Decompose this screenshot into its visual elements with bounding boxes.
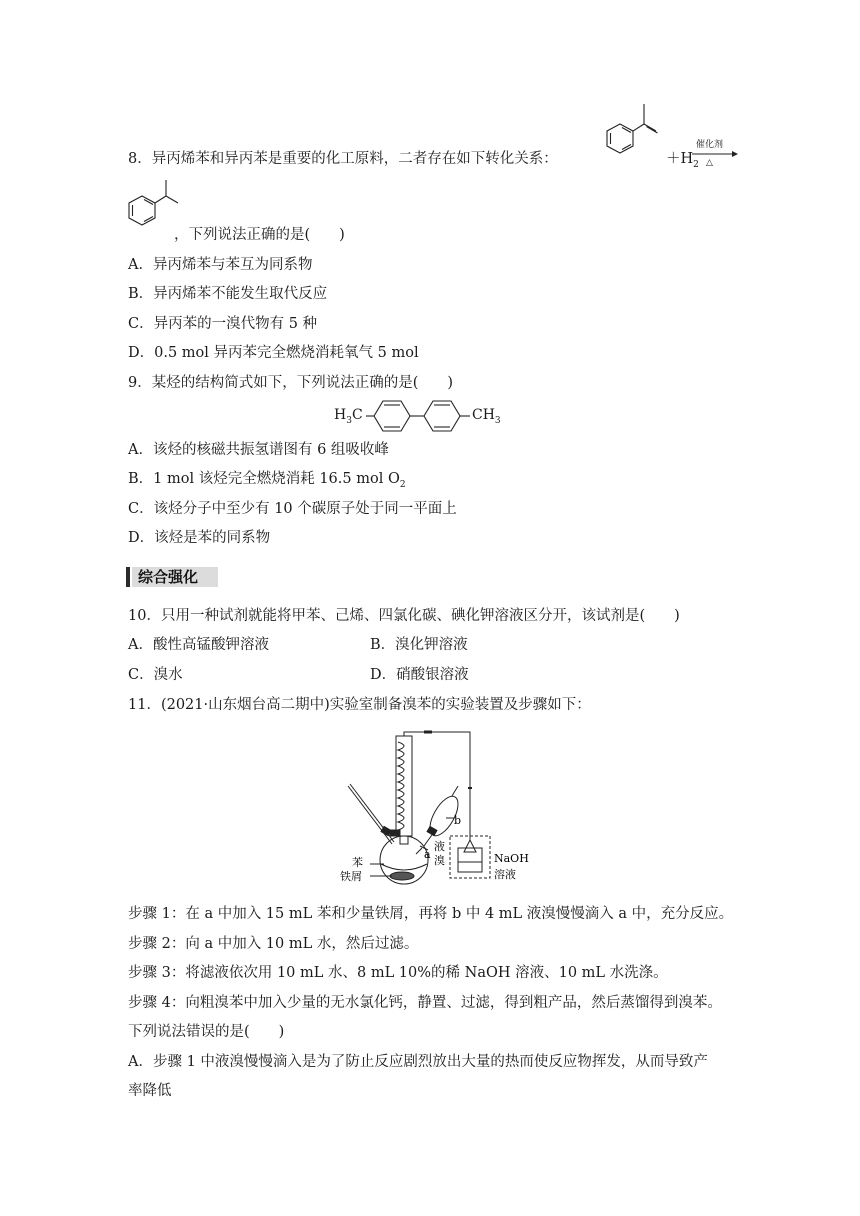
q11-option-a-line-2: 率降低: [128, 1083, 172, 1099]
q11-step-2: 步骤 2：向 a 中加入 10 mL 水，然后过滤。: [128, 936, 419, 952]
section-header: [126, 565, 218, 589]
isopropenylbenzene-structure: [602, 100, 662, 162]
q9-option-a: A．该烃的核磁共振氢谱图有 6 组吸收峰: [128, 442, 389, 458]
heat-label: △: [706, 158, 713, 168]
q10-option-b: B．溴化钾溶液: [370, 637, 468, 653]
label-a: a: [424, 848, 431, 861]
section-title: 综合强化: [138, 568, 199, 586]
q11-question: 下列说法错误的是( ): [128, 1024, 285, 1040]
q10-stem: 10．只用一种试剂就能将甲苯、己烯、四氯化碳、碘化钾溶液区分开，该试剂是( ): [128, 608, 680, 624]
q11-option-a-line-1: A．步骤 1 中液溴慢慢滴入是为了防止反应剧烈放出大量的热而使反应物挥发，从而导致产: [128, 1054, 708, 1070]
methyl-left: $H_3C$: [334, 407, 363, 426]
q11-step-3: 步骤 3：将滤液依次用 10 mL 水、8 mL 10%的稀 NaOH 溶液、10 mL 水洗涤。: [128, 965, 668, 981]
reaction-arrow: [692, 139, 738, 169]
label-b: b: [454, 814, 462, 827]
label-liquid-2: 溴: [434, 854, 445, 867]
bromobenzene-apparatus-diagram: [334, 728, 534, 888]
section-marker: [126, 567, 130, 587]
label-benzene: 苯: [352, 856, 363, 869]
label-liquid-1: 液: [434, 840, 445, 853]
catalyst-label: 催化剂: [696, 140, 724, 150]
q10-option-a: A．酸性高锰酸钾溶液: [128, 637, 269, 653]
label-naoh: NaOH: [494, 852, 529, 865]
label-iron-filings: 铁屑: [340, 870, 362, 883]
q10-option-c: C．溴水: [128, 667, 183, 683]
q10-option-d: D．硝酸银溶液: [370, 667, 469, 683]
q8-option-b: B．异丙烯苯不能发生取代反应: [128, 286, 328, 302]
methyl-right: $CH_3$: [472, 407, 501, 426]
q11-stem: 11．(2021·山东烟台高二期中)实验室制备溴苯的实验装置及步骤如下：: [128, 697, 591, 713]
hydrogen-reagent: $+H_2$: [666, 151, 699, 170]
q8-option-d: D．0.5 mol 异丙苯完全燃烧消耗氧气 5 mol: [128, 345, 419, 361]
q8-stem: 8．异丙烯苯和异丙苯是重要的化工原料，二者存在如下转化关系：: [128, 151, 558, 167]
q9-option-d: D．该烃是苯的同系物: [128, 530, 271, 546]
q11-step-1: 步骤 1：在 a 中加入 15 mL 苯和少量铁屑，再将 b 中 4 mL 液溴慢慢滴入 a 中，充分反应。: [128, 906, 734, 922]
label-solution: 溶液: [494, 868, 516, 881]
q8-option-a: A．异丙烯苯与苯互为同系物: [128, 257, 313, 273]
q9-option-b: B．1 mol 该烃完全燃烧消耗 16.5 mol $O_2$: [128, 471, 406, 490]
q8-option-c: C．异丙苯的一溴代物有 5 种: [128, 316, 318, 332]
q11-step-4: 步骤 4：向粗溴苯中加入少量的无水氯化钙，静置、过滤，得到粗产品，然后蒸馏得到溴苯。: [128, 995, 722, 1011]
q9-option-c: C．该烃分子中至少有 10 个碳原子处于同一平面上: [128, 501, 457, 517]
q8-tail: ，下列说法正确的是( ): [174, 227, 345, 243]
q9-stem: 9．某烃的结构简式如下，下列说法正确的是( ): [128, 375, 454, 391]
